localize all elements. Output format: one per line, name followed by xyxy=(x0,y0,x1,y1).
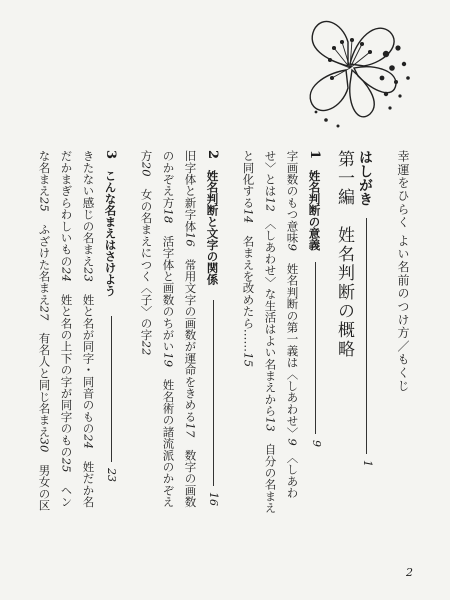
chapter-3-line-3: な名まえ25 ふざけた名まえ27 有名人と同じ名まえ30 男女の区 xyxy=(37,150,52,512)
chapter-1-line-2: せ〉とは12 〈しあわせ〉な生活はよい名まえから13 自分の名まえ xyxy=(263,150,278,514)
chapter-1-line-1: 字画数のもつ意味9 姓名判断の第一義は〈しあわせ〉9 〈しあわ xyxy=(285,150,300,499)
chapter-1-heading: 姓名判断の意義 xyxy=(307,170,322,251)
chapter-2-page: 16 xyxy=(207,492,220,506)
chapter-1-number: 1 xyxy=(307,150,322,160)
chapter-2-leader xyxy=(213,300,214,486)
chapter-2-number: 2 xyxy=(205,150,220,160)
book-title: 幸運をひらく よい名前のつけ方／もくじ xyxy=(396,150,410,393)
chapter-2-line-2: のかぞえ方18 活字体と画数のちがい19 姓名術の諸流派のかぞえ xyxy=(161,150,176,508)
preface-leader xyxy=(366,218,367,454)
part-title: 第一編 姓名判断の概略 xyxy=(334,150,354,359)
chapter-3-line-1: きたない感じの名まえ23 姓と名が同字・同音のもの24 姓だか名 xyxy=(81,150,96,508)
preface-label: はしがき xyxy=(357,150,373,206)
chapter-1-page: 9 xyxy=(310,440,323,447)
flower-ornament-icon xyxy=(286,8,416,133)
chapter-3-page: 23 xyxy=(105,468,118,482)
preface-page: 1 xyxy=(361,460,374,467)
chapter-3-leader xyxy=(111,316,112,462)
chapter-1-leader xyxy=(315,262,316,434)
page-number: 2 xyxy=(406,566,413,579)
chapter-2-line-3: 方20 女の名まえにつく〈子〉の字22 xyxy=(139,150,154,356)
chapter-3-heading: こんな名まえはさけよう xyxy=(103,170,118,297)
chapter-2-heading: 姓名判断と文字の関係 xyxy=(205,170,220,285)
chapter-3-line-2: だかまぎらわしいもの24 姓と名の上下の字が同字のもの25 ヘン xyxy=(59,150,74,508)
chapter-1-line-3: と同化する14 名まえを改めたら……15 xyxy=(241,150,256,368)
chapter-3-number: 3 xyxy=(103,150,118,160)
chapter-2-line-1: 旧字体と新字体16 常用文字の画数が運命をきめる17 数字の画数 xyxy=(183,150,198,508)
